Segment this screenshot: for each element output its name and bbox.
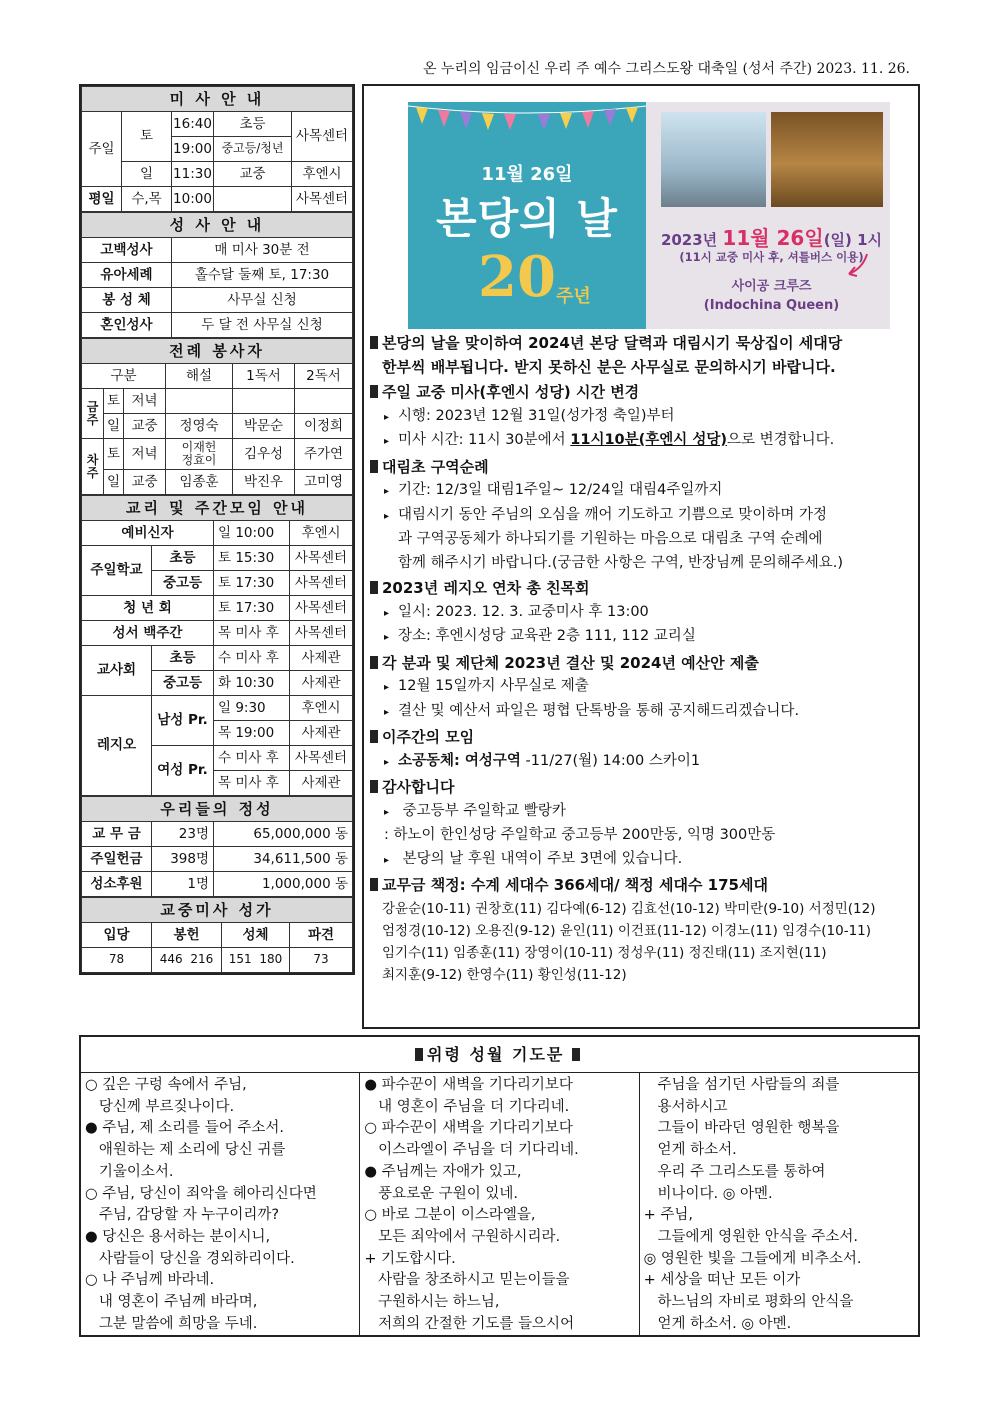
prayer-line: ○ 주님, 당신이 죄악을 헤아리신다면 (85, 1185, 317, 1202)
schedule-place: 사제관 (290, 721, 353, 746)
prayer-line: 주님을 섬기던 사람들의 죄를 (643, 1077, 840, 1093)
prayer-line: ◎ 영원한 빛을 그들에게 비추소서. (643, 1250, 862, 1267)
offering-count: 1명 (152, 872, 214, 897)
hymn-header: 봉헌 (152, 923, 222, 948)
banner-right (653, 102, 890, 329)
triangle-bullet-icon: ▸ (384, 607, 390, 619)
triangle-bullet-icon: ▸ (384, 756, 390, 768)
prayer-line: ● 주님께는 자애가 있고, (364, 1163, 522, 1180)
mass-label: 교중 (124, 414, 166, 439)
schedule-name: 성서 백주간 (82, 621, 214, 646)
server-name: 김우성 (233, 439, 295, 470)
prayer-line: 그들이 바라던 영원한 행복을 (643, 1120, 840, 1137)
schedule-time: 화 10:30 (214, 671, 290, 696)
schedule-time: 수 미사 후 (214, 646, 290, 671)
schedule-place: 사목센터 (290, 621, 353, 646)
sacrament-value: 홀수달 둘째 토, 17:30 (172, 263, 353, 288)
notice-highlight: 11시10분(후엔시 성당) (570, 432, 727, 448)
notice-label: 소공동체: 여성구역 (398, 752, 521, 769)
prayer-line: ● 주님, 제 소리를 들어 주소서. (85, 1120, 284, 1137)
notice-text: 12월 15일까지 사무실로 제출 (398, 678, 589, 694)
sacrament-table (81, 212, 353, 338)
banner-date: 11월 26일 (481, 164, 573, 185)
pledge-names: 강윤순(10-11) 권창호(11) 김다예(6-12) 김효선(10-12) 박미란(9-10) 서정민(12) (382, 900, 876, 917)
notice-heading: 교무금 책정: 수계 세대수 366세대/ 책정 세대수 175세대 (382, 876, 768, 894)
notice-heading: 각 분과 및 제단체 2023년 결산 및 2024년 예산안 제출 (382, 653, 759, 672)
triangle-bullet-icon: ▸ (384, 706, 390, 718)
prayer-line: ● 파수꾼이 새벽을 기다리기보다 (364, 1077, 573, 1093)
mass-label: 교중 (124, 470, 166, 495)
schedule-group: 레지오 (82, 696, 152, 796)
schedule-time: 일 9:30 (214, 696, 290, 721)
server-name: 주가연 (295, 439, 353, 470)
schedule-time: 목 미사 후 (214, 771, 290, 796)
schedule-sub: 중고등 (152, 671, 214, 696)
mass-group: 교중 (214, 162, 292, 187)
sacrament-title: 성 사 안 내 (82, 213, 353, 238)
left-panel (79, 84, 355, 975)
prayer-line: 애원하는 제 소리에 당신 귀를 (85, 1142, 286, 1159)
banner-left (408, 102, 646, 329)
cruise-ship-image (661, 112, 766, 207)
schedule-title: 교리 및 주간모임 안내 (82, 496, 353, 521)
sun-label: 일 (104, 470, 124, 495)
hymn-table (81, 897, 353, 973)
schedule-sub: 초등 (152, 546, 214, 571)
square-bullet-icon (370, 656, 378, 669)
offering-amount: 34,611,500 동 (214, 847, 353, 872)
prayer-line: 얻게 하소서. (643, 1142, 737, 1159)
mass-place: 사목센터 (292, 187, 353, 212)
square-bullet-icon (370, 385, 378, 398)
weekday-label: 평일 (82, 187, 122, 212)
servers-header: 해설 (166, 364, 233, 389)
server-name: 이정희 (295, 414, 353, 439)
schedule-group: 주일학교 (82, 546, 152, 596)
schedule-place: 사제관 (290, 671, 353, 696)
hymn-header: 성체 (222, 923, 290, 948)
banner-anniversary-suffix: 주년 (556, 286, 591, 307)
server-name (166, 389, 233, 414)
servers-header: 1독서 (233, 364, 295, 389)
server-name: 이재헌 (181, 440, 217, 454)
notice-heading: 2023년 레지오 연차 총 친목회 (382, 579, 590, 597)
schedule-place: 사목센터 (290, 546, 353, 571)
square-bullet-icon (370, 460, 378, 473)
mass-time: 10:00 (172, 187, 214, 212)
sacrament-value: 두 달 전 사무실 신청 (172, 313, 353, 338)
prayer-title-text: 위령 성월 기도문 (427, 1045, 565, 1064)
triangle-bullet-icon: ▸ (384, 806, 390, 818)
prayer-line: ○ 파수꾼이 새벽을 기다리기보다 (364, 1120, 573, 1137)
this-week-label: 금주 (82, 389, 104, 439)
schedule-sub: 여성 Pr. (152, 746, 214, 796)
prayer-line: + 세상을 떠난 모든 이가 (643, 1272, 801, 1289)
cruise-dining-image (771, 112, 883, 207)
triangle-bullet-icon: ▸ (384, 436, 390, 447)
prayer-line: 얻게 하소서. ◎ 아멘. (643, 1315, 792, 1332)
wedthu-label: 수,목 (122, 187, 172, 212)
schedule-time: 목 19:00 (214, 721, 290, 746)
prayer-line: 용서하시고 (643, 1098, 728, 1115)
servers-header: 2독서 (295, 364, 353, 389)
evening-label: 저녁 (124, 389, 166, 414)
sat-label: 토 (122, 112, 172, 162)
venue-name: 사이공 크루즈 (731, 279, 812, 294)
mass-place: 후엔시 (292, 162, 353, 187)
notice-text: 일시: 2023. 12. 3. 교중미사 후 13:00 (398, 603, 649, 620)
schedule-time: 수 미사 후 (214, 746, 290, 771)
notice-text: : 하노이 한인성당 주일학교 중고등부 200만동, 익명 300만동 (384, 827, 776, 843)
square-bullet-icon (370, 730, 378, 743)
pledge-names: 임기수(11) 임종훈(11) 장영이(10-11) 정성우(11) 정진태(11) 조지현(11) (382, 944, 827, 961)
schedule-sub: 초등 (152, 646, 214, 671)
prayer-line: 우리 주 그리스도를 통하여 (643, 1163, 826, 1180)
schedule-name: 예비신자 (82, 521, 214, 546)
offering-name: 교 무 금 (82, 822, 152, 847)
prayer-line: 모든 죄악에서 구원하시리라. (364, 1228, 561, 1245)
prayer-line: 이스라엘이 주님을 더 기다리네. (364, 1142, 579, 1159)
offering-amount: 1,000,000 동 (214, 872, 353, 897)
schedule-place: 사목센터 (290, 571, 353, 596)
prayer-line: 주님, 감당할 자 누구이리까? (85, 1207, 280, 1224)
schedule-time: 토 15:30 (214, 546, 290, 571)
mass-group: 중고등/청년 (214, 137, 292, 162)
notice-heading: 대림초 구역순례 (382, 457, 489, 476)
prayer-line: 비나이다. ◎ 아멘. (643, 1185, 773, 1202)
schedule-time: 토 17:30 (214, 571, 290, 596)
prayer-line: 내 영혼이 주님께 바라며, (85, 1294, 258, 1311)
square-bullet-icon (370, 780, 378, 793)
offering-name: 성소후원 (82, 872, 152, 897)
schedule-place: 사목센터 (290, 596, 353, 621)
notice-text: 대림시기 동안 주님의 오심을 깨어 기도하고 기쁨으로 맞이하며 가정 (398, 506, 828, 523)
venue-name-en: (Indochina Queen) (703, 298, 840, 313)
mass-place: 사목센터 (292, 112, 353, 162)
square-bullet-icon (415, 1048, 423, 1061)
arrow-icon (843, 252, 873, 282)
prayer-line: 그들에게 영원한 안식을 주소서. (643, 1228, 859, 1245)
notices (370, 332, 916, 986)
square-bullet-icon (572, 1048, 580, 1061)
pledge-names: 최지훈(9-12) 한영수(11) 황인성(11-12) (382, 966, 627, 983)
schedule-sub: 중고등 (152, 571, 214, 596)
notice-text: 으로 변경합니다. (727, 432, 835, 448)
square-bullet-icon (370, 878, 378, 891)
schedule-name: 청 년 회 (82, 596, 214, 621)
schedule-table (81, 495, 353, 796)
pledge-names: 엄정경(10-12) 오용진(9-12) 윤인(11) 이건표(11-12) 이경노(11) 임경수(10-11) (382, 922, 872, 939)
bunting-decoration (408, 102, 646, 132)
servers-table (81, 338, 353, 495)
next-week-label: 차주 (82, 439, 104, 495)
sacrament-value: 매 미사 30분 전 (172, 238, 353, 263)
prayer-line: 사람들이 당신을 경외하리이다. (85, 1250, 295, 1267)
prayer-column-1 (81, 1073, 360, 1336)
server-name: 정효이 (181, 453, 217, 467)
mass-time: 19:00 (172, 137, 214, 162)
event-venue (653, 277, 890, 315)
schedule-place: 사목센터 (290, 746, 353, 771)
mass-group (214, 187, 292, 212)
sun-label: 일 (104, 414, 124, 439)
offering-amount: 65,000,000 동 (214, 822, 353, 847)
prayer-line: 내 영혼이 주님을 더 기다리네. (364, 1098, 570, 1115)
schedule-place: 후엔시 (290, 696, 353, 721)
prayer-line: ○ 바로 그분이 이스라엘을, (364, 1207, 536, 1224)
prayer-box (79, 1035, 920, 1337)
right-panel (362, 84, 920, 1029)
notice-heading: 이주간의 모임 (382, 728, 475, 746)
prayer-line: ○ 깊은 구렁 속에서 주님, (85, 1077, 247, 1093)
prayer-line: 기울이소서. (85, 1163, 174, 1180)
offering-title: 우리들의 정성 (82, 797, 353, 822)
schedule-place: 후엔시 (290, 521, 353, 546)
event-time: (일) 1시 (823, 231, 883, 249)
triangle-bullet-icon: ▸ (384, 854, 390, 866)
parish-day-banner (408, 102, 890, 329)
pledge-name-list (370, 898, 916, 986)
evening-label: 저녁 (124, 439, 166, 470)
mass-title: 미 사 안 내 (82, 87, 353, 112)
hymn-number: 73 (290, 948, 353, 973)
prayer-line: ○ 나 주님께 바라네. (85, 1272, 215, 1289)
sacrament-name: 고백성사 (82, 238, 172, 263)
server-name: 박진우 (233, 470, 295, 495)
notice-text: -11/27(월) 14:00 스카이1 (520, 752, 701, 769)
prayer-title (81, 1037, 918, 1073)
offering-count: 398명 (152, 847, 214, 872)
notice-text: 본당의 날 후원 내역이 주보 3면에 있습니다. (402, 850, 683, 867)
offering-table (81, 796, 353, 897)
square-bullet-icon (370, 336, 378, 349)
prayer-line: 저희의 간절한 기도를 들으시어 (364, 1315, 575, 1332)
notice-heading: 한부씩 배부됩니다. 받지 못하신 분은 사무실로 문의하시기 바랍니다. (382, 357, 836, 376)
mass-time: 16:40 (172, 112, 214, 137)
prayer-line: + 주님, (643, 1207, 694, 1224)
notice-text: 과 구역공동체가 하나되기를 기원하는 마음으로 대림초 구역 순례에 (398, 531, 823, 547)
offering-count: 23명 (152, 822, 214, 847)
schedule-sub: 남성 Pr. (152, 696, 214, 746)
prayer-line: 사람을 창조하시고 믿는이들을 (364, 1272, 570, 1289)
event-year: 2023년 (660, 231, 723, 249)
notice-text: 함께 해주시기 바랍니다.(궁금한 사항은 구역, 반장님께 문의해주세요.) (398, 554, 843, 571)
prayer-line: 풍요로운 구원이 있네. (364, 1185, 519, 1202)
sacrament-name: 봉 성 체 (82, 288, 172, 313)
schedule-time: 토 17:30 (214, 596, 290, 621)
notice-text: 장소: 후엔시성당 교육관 2층 111, 112 교리실 (398, 628, 696, 644)
hymn-header: 입당 (82, 923, 152, 948)
hymn-title: 교중미사 성가 (82, 898, 353, 923)
notice-text: 시행: 2023년 12월 31일(성가정 축일)부터 (398, 407, 675, 424)
prayer-line: + 기도합시다. (364, 1250, 456, 1267)
hymn-number: 151 180 (222, 948, 290, 973)
mass-time: 11:30 (172, 162, 214, 187)
triangle-bullet-icon: ▸ (384, 510, 390, 522)
prayer-line: 구원하시는 하느님, (364, 1294, 500, 1311)
bulletin-header: 온 누리의 임금이신 우리 주 예수 그리스도왕 대축일 (성서 주간) 2023. 11. 26. (422, 61, 910, 77)
prayer-line: 하느님의 자비로 평화의 안식을 (643, 1294, 854, 1311)
triangle-bullet-icon: ▸ (384, 411, 390, 423)
server-name: 고미영 (295, 470, 353, 495)
prayer-line: ● 당신은 용서하는 분이시니, (85, 1228, 271, 1245)
server-name: 정영숙 (166, 414, 233, 439)
notice-heading: 주일 교중 미사(후엔시 성당) 시간 변경 (382, 383, 640, 401)
banner-title: 본당의 날 (436, 194, 618, 243)
sun-label: 일 (122, 162, 172, 187)
servers-title: 전례 봉사자 (82, 339, 353, 364)
schedule-place: 사제관 (290, 771, 353, 796)
sat-label: 토 (104, 439, 124, 470)
hymn-header: 파견 (290, 923, 353, 948)
server-name (295, 389, 353, 414)
server-name (233, 389, 295, 414)
prayer-line: 그분 말씀에 희망을 두네. (85, 1315, 258, 1332)
triangle-bullet-icon: ▸ (384, 632, 390, 643)
prayer-column-2 (360, 1073, 639, 1336)
server-name: 박문순 (233, 414, 295, 439)
sat-label: 토 (104, 389, 124, 414)
server-name: 임종훈 (166, 470, 233, 495)
event-datetime (653, 222, 890, 251)
square-bullet-icon (370, 581, 378, 594)
event-note: (11시 교중 미사 후, 셔틀버스 이용) (679, 250, 864, 264)
offering-name: 주일헌금 (82, 847, 152, 872)
notice-heading: 본당의 날을 맞이하여 2024년 본당 달력과 대림시기 묵상집이 세대당 (382, 334, 843, 352)
prayer-column-3 (640, 1073, 918, 1336)
notice-text: 결산 및 예산서 파일은 평협 단톡방을 통해 공지해드리겠습니다. (398, 702, 800, 719)
sunday-label: 주일 (82, 112, 122, 187)
schedule-group: 교사회 (82, 646, 152, 696)
schedule-place: 사제관 (290, 646, 353, 671)
mass-group: 초등 (214, 112, 292, 137)
sacrament-value: 사무실 신청 (172, 288, 353, 313)
sacrament-name: 유아세례 (82, 263, 172, 288)
notice-heading: 감사합니다 (382, 778, 455, 796)
notice-text: 중고등부 주일학교 빨랑카 (402, 802, 566, 819)
schedule-time: 목 미사 후 (214, 621, 290, 646)
mass-table (81, 86, 353, 212)
prayer-line: 당신께 부르짖나이다. (85, 1098, 235, 1115)
banner-anniversary-number: 20 (478, 244, 556, 310)
servers-header: 구분 (82, 364, 166, 389)
event-date: 11월 26일 (722, 226, 824, 250)
notice-text: 기간: 12/3일 대림1주일~ 12/24일 대림4주일까지 (398, 482, 723, 498)
notice-text: 미사 시간: 11시 30분에서 (398, 432, 571, 448)
sacrament-name: 혼인성사 (82, 313, 172, 338)
triangle-bullet-icon: ▸ (384, 486, 390, 497)
triangle-bullet-icon: ▸ (384, 682, 390, 693)
schedule-time: 일 10:00 (214, 521, 290, 546)
hymn-number: 446 216 (152, 948, 222, 973)
hymn-number: 78 (82, 948, 152, 973)
